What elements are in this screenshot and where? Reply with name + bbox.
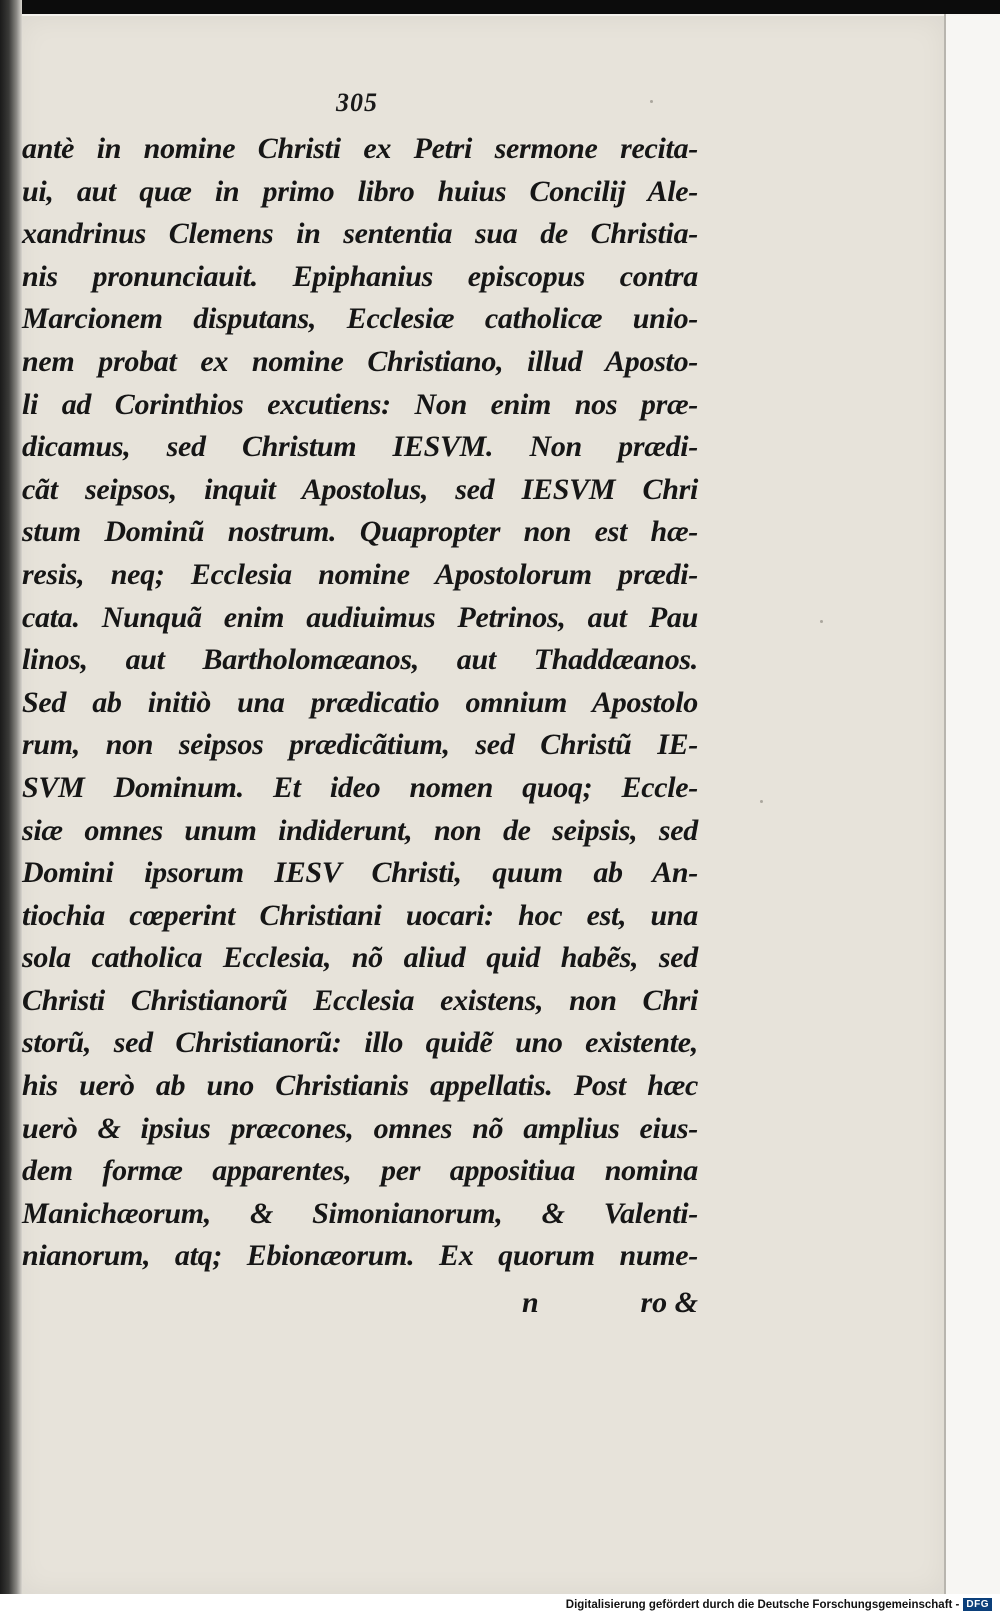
paper-speck	[820, 620, 823, 623]
text-line: nis pronunciauit. Epiphanius episcopus contra	[22, 259, 698, 293]
text-line: nianorum, atq; Ebionæorum. Ex quorum nume-	[22, 1239, 698, 1273]
text-line: SVM Dominum. Et ideo nomen quoq; Eccle-	[22, 770, 698, 804]
book-gutter	[0, 0, 22, 1619]
text-line: Domini ipsorum IESV Christi, quum ab An-	[22, 856, 698, 890]
text-line: Christi Christianorũ Ecclesia existens, non Chri	[22, 983, 698, 1017]
text-line: antè in nomine Christi ex Petri sermone recita-	[22, 132, 698, 165]
text-line: Marcionem disputans, Ecclesiæ catholicæ unio-	[22, 302, 698, 336]
text-line: li ad Corinthios excutiens: Non enim nos præ-	[22, 387, 698, 421]
text-line: dem formæ apparentes, per appositiua nomina	[22, 1154, 698, 1188]
text-line: cãt seipsos, inquit Apostolus, sed IESVM Chri	[22, 472, 698, 506]
text-line: cata. Nunquã enim audiuimus Petrinos, aut Pau	[22, 600, 698, 634]
text-line: siæ omnes unum indiderunt, non de seipsis, sed	[22, 813, 698, 847]
text-line: storũ, sed Christianorũ: illo quidẽ uno existente,	[22, 1026, 698, 1060]
text-line: tiochia cœperint Christiani uocari: hoc est, una	[22, 898, 698, 932]
scan-right-margin	[946, 14, 1000, 1594]
signature-mark: n	[522, 1286, 539, 1319]
text-line: ui, aut quæ in primo libro huius Concilij Ale-	[22, 174, 698, 208]
text-line: nem probat ex nomine Christiano, illud Aposto-	[22, 344, 698, 378]
text-line: his uerò ab uno Christianis appellatis. Post hæc	[22, 1069, 698, 1103]
page-number: 305	[336, 88, 378, 117]
text-line: rum, non seipsos prædicãtium, sed Christũ IE-	[22, 728, 698, 762]
text-line: uerò & ipsius præcones, omnes nõ amplius eius-	[22, 1111, 698, 1145]
text-line: xandrinus Clemens in sententia sua de Christia-	[22, 217, 698, 251]
text-line: dicamus, sed Christum IESVM. Non prædi-	[22, 430, 698, 464]
paper-speck	[650, 100, 653, 103]
credit-text: Digitalisierung gefördert durch die Deutsche Forschungsgemeinschaft -	[565, 1598, 960, 1611]
text-line: stum Dominũ nostrum. Quapropter non est hæ-	[22, 515, 698, 549]
paper-speck	[760, 800, 763, 803]
dfg-logo: DFG	[963, 1598, 992, 1611]
body-text	[22, 128, 698, 1278]
catchword: ro &	[640, 1286, 698, 1319]
text-line: Manichæorum, & Simonianorum, & Valenti-	[22, 1196, 698, 1230]
catchword-line	[522, 1286, 698, 1320]
text-line: linos, aut Bartholomæanos, aut Thaddæanos.	[22, 643, 698, 677]
text-line: sola catholica Ecclesia, nõ aliud quid habẽs, sed	[22, 941, 698, 975]
text-line: Sed ab initiò una prædicatio omnium Apostolo	[22, 685, 698, 719]
scan-top-border	[0, 0, 1000, 14]
digitization-credit	[566, 1598, 992, 1611]
text-line: resis, neq; Ecclesia nomine Apostolorum prædi-	[22, 557, 698, 591]
